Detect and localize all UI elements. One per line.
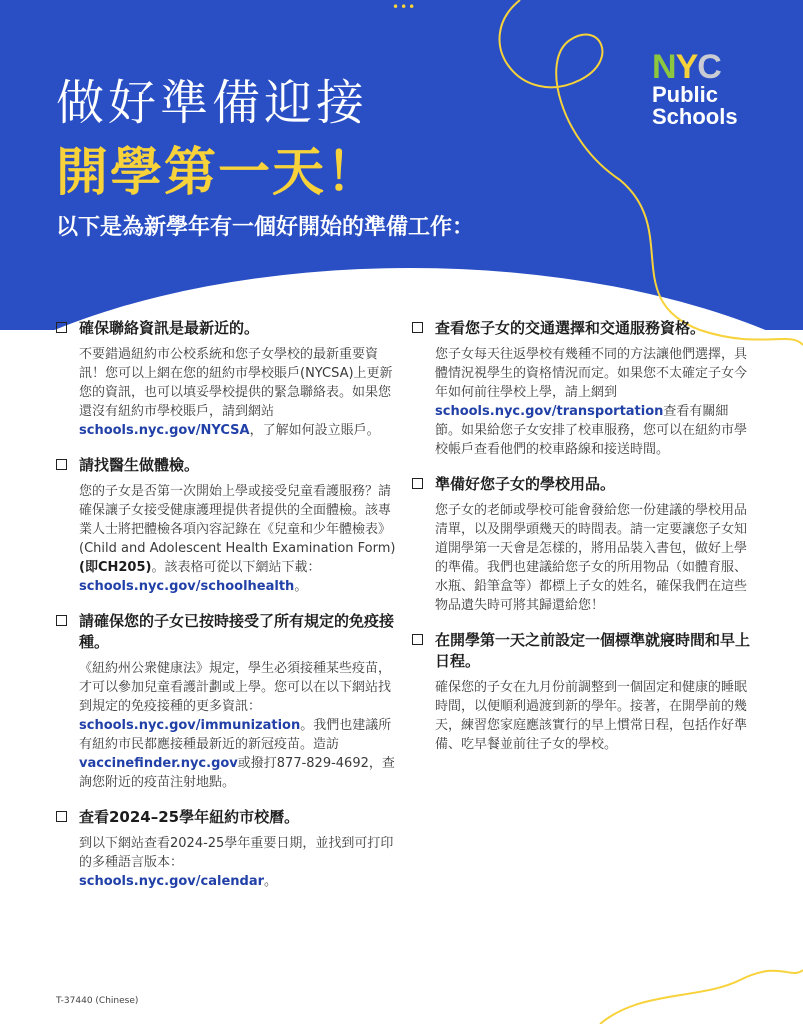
- item-body: 確保您的子女在九月份前調整到一個固定和健康的睡眠時間，以便順利過渡到新的學年。接著，在開學前的幾天，練習您家庭應該實行的早上慣常日程，包括作好準備、吃早餐並前往子女的學校。: [435, 680, 748, 752]
- nycsa-link[interactable]: schools.nyc.gov/NYCSA: [79, 423, 250, 438]
- item-title: 請找醫生做體檢。: [79, 456, 200, 474]
- nyc-public-schools-logo: [652, 50, 762, 128]
- checklist-item-bedtime-routine: [412, 630, 752, 754]
- checklist-item-calendar: [56, 807, 398, 891]
- item-body: 到以下網站查看2024-25學年重要日期，並找到可打印的多種語言版本： schools.nyc.gov/calendar。: [79, 836, 394, 889]
- calendar-link[interactable]: schools.nyc.gov/calendar: [79, 874, 265, 889]
- checklist-item-school-supplies: [412, 474, 752, 615]
- checkbox-icon[interactable]: [56, 459, 67, 470]
- item-title: 準備好您子女的學校用品。: [435, 475, 616, 493]
- checklist-item-transportation: [412, 318, 752, 459]
- item-body: 您子女每天往返學校有幾種不同的方法讓他們選擇，具體情況視學生的資格情況而定。如果您不太確定子女今年如何前往學校上學，請上網到schools.nyc.gov/transportation查看有關細節。如果給您子女安排了校車服務，您可以在紐約市學校帳戶查看他們的校車路線和接送時間。: [435, 347, 748, 457]
- schoolhealth-link[interactable]: schools.nyc.gov/schoolhealth: [79, 579, 295, 594]
- checklist-item-contact-info: [56, 318, 398, 440]
- logo-word-schools: Schools: [652, 104, 738, 129]
- item-title: 確保聯絡資訊是最新近的。: [79, 319, 260, 337]
- item-title: 查看2024–25學年紐約市校曆。: [79, 808, 300, 826]
- checklist-item-immunization: [56, 611, 398, 792]
- checkbox-icon[interactable]: [412, 322, 423, 333]
- item-body: 《紐約州公衆健康法》規定，學生必須接種某些疫苗，才可以參加兒童看護計劃或上學。您可以在以下網站找到規定的免疫接種的更多資訊：schools.nyc.gov/immunization。我們也建議所有紐約市民都應接種最新近的新冠疫苗。造訪vaccinefinder.nyc.gov或撥打877-829-4692，查詢您附近的疫苗注射地點。: [79, 661, 395, 790]
- item-body: 不要錯過紐約市公校系統和您子女學校的最新重要資訊！您可以上網在您的紐約市學校賬戶(NYCSA)上更新您的資訊，也可以填妥學校提供的緊急聯絡表。如果您還沒有紐約市學校賬戶，請到網站schools.nyc.gov/NYCSA，了解如何設立賬戶。: [79, 347, 393, 438]
- immunization-link[interactable]: schools.nyc.gov/immunization: [79, 718, 301, 733]
- item-title: 查看您子女的交通選擇和交通服務資格。: [435, 319, 706, 337]
- checklist-item-physical-exam: [56, 455, 398, 596]
- right-checklist-column: [412, 318, 752, 769]
- document-code: T-37440 (Chinese): [56, 996, 139, 1006]
- vaccinefinder-link[interactable]: vaccinefinder.nyc.gov: [79, 756, 238, 771]
- checkbox-icon[interactable]: [56, 811, 67, 822]
- item-title: 在開學第一天之前設定一個標準就寢時間和早上日程。: [435, 631, 751, 670]
- page-title-line1: 做好準備迎接: [56, 75, 369, 131]
- header-banner: [0, 0, 803, 330]
- page-title-line2: 開學第一天！: [56, 143, 381, 203]
- left-checklist-column: [56, 318, 398, 906]
- item-body: 您子女的老師或學校可能會發給您一份建議的學校用品清單，以及開學頭幾天的時間表。請一定要讓您子女知道開學第一天會是怎樣的，將用品裝入書包，做好上學的準備。我們也建議給您子女的所用物品（如體育服、水瓶、鉛筆盒等）都標上子女的姓名，確保我們在這些物品遺失時可將其歸還給您！: [435, 503, 748, 613]
- decorative-dots: •••: [392, 0, 417, 14]
- checkbox-icon[interactable]: [412, 478, 423, 489]
- item-body: 您的子女是否第一次開始上學或接受兒童看護服務？請確保讓子女接受健康護理提供者提供的全面體檢。該專業人士將把體檢各項內容記錄在《兒童和少年體檢表》(Child and Adolescent Health Examination Form) (即CH205)。該表格可從以下網站下載：schools.nyc.gov/schoolhealth。: [79, 484, 396, 594]
- nyc-logo-letters: NYC: [652, 48, 721, 86]
- transportation-link[interactable]: schools.nyc.gov/transportation: [435, 404, 664, 419]
- checkbox-icon[interactable]: [56, 615, 67, 626]
- checkbox-icon[interactable]: [56, 322, 67, 333]
- page-subtitle: 以下是為新學年有一個好開始的準備工作：: [56, 215, 475, 240]
- item-title: 請確保您的子女已按時接受了所有規定的免疫接種。: [79, 612, 395, 651]
- checkbox-icon[interactable]: [412, 634, 423, 645]
- logo-word-public: Public: [652, 82, 719, 107]
